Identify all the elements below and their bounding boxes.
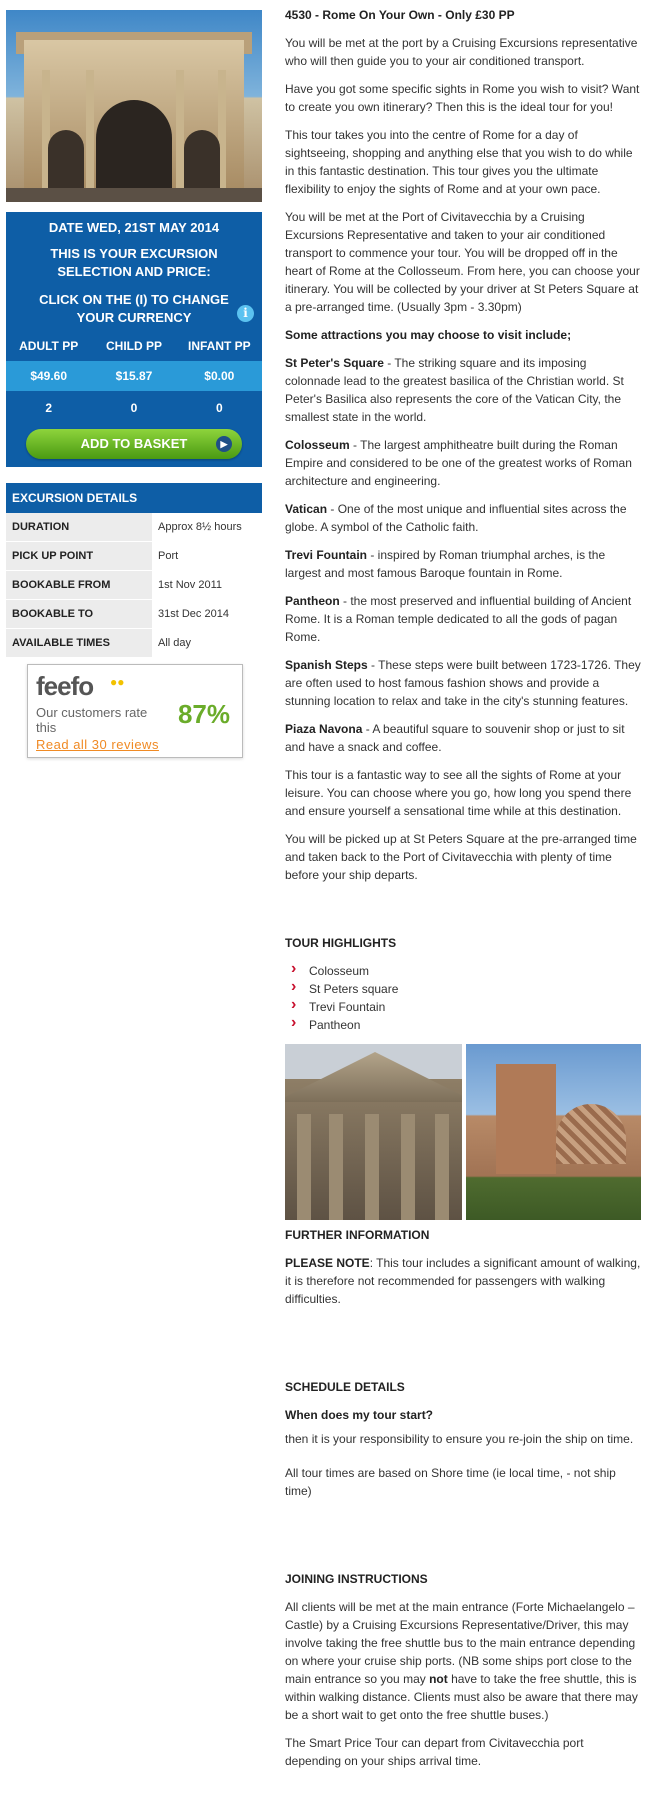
feefo-percent: 87% [177, 699, 230, 729]
arrow-right-icon: ▶ [216, 436, 232, 452]
attraction-desc: - the most preserved and influential building of Ancient Rome. It is a Roman temple dedicated to all the gods of pagan Rome. [285, 594, 632, 644]
attraction-name: Trevi Fountain [285, 548, 368, 562]
attractions-heading [285, 326, 641, 344]
closing-paragraph: You will be picked up at St Peters Square at the pre-arranged time and taken back to the Port of Civitavecchia with plenty of time before your ship departs. [285, 832, 637, 882]
add-to-basket-button[interactable] [26, 429, 242, 459]
attraction-name: Vatican [285, 502, 328, 516]
read-reviews-link[interactable]: Read all 30 reviews [36, 737, 159, 752]
attraction-name: Colosseum [285, 438, 350, 452]
feefo-widget[interactable] [27, 664, 243, 758]
details-key: BOOKABLE TO [6, 600, 152, 628]
joining-paragraph: The Smart Price Tour can depart from Civitavecchia port depending on your ships arrival time. [285, 1736, 584, 1768]
please-note [285, 1254, 641, 1308]
excursion-details-title: EXCURSION DETAILS [6, 483, 262, 513]
details-row-pickup [6, 542, 262, 571]
price-values [6, 361, 262, 391]
details-key: PICK UP POINT [6, 542, 152, 570]
closing-paragraph: This tour is a fantastic way to see all the sights of Rome at your leisure. You can choose where you go, how long you spend there and ensure yourself a sensational time while at this destination. [285, 768, 632, 818]
attractions-heading-text: Some attractions you may choose to visit include; [285, 328, 572, 342]
details-value: Port [152, 542, 262, 570]
add-to-basket-label: ADD TO BASKET [80, 436, 188, 451]
attraction-item [285, 500, 641, 536]
currency-note [6, 285, 262, 331]
hero-image-arch [6, 10, 262, 202]
attraction-item [285, 436, 641, 490]
further-information-title: FURTHER INFORMATION [285, 1228, 430, 1242]
info-icon[interactable]: i [237, 305, 254, 322]
attraction-desc: - The largest amphitheatre built during the Roman Empire and considered to be one of the greatest works of Roman architecture and engineering. [285, 438, 632, 488]
attraction-desc: - inspired by Roman triumphal arches, is the largest and most famous Baroque fountain in Rome. [285, 548, 606, 580]
selection-text: THIS IS YOUR EXCURSION SELECTION AND PRICE: [50, 246, 218, 279]
feefo-rate-text: Our customers rate this [36, 705, 148, 735]
attraction-desc: - These steps were built between 1723-1726. They are often used to host famous fashion shows and provide a stunning location to relax and take in the city's stunning features. [285, 658, 641, 708]
highlights-list [285, 962, 641, 1034]
infant-price: $0.00 [204, 369, 235, 383]
attraction-item [285, 546, 641, 582]
details-row-available-times [6, 629, 262, 658]
main-content [285, 6, 641, 1780]
child-quantity[interactable]: 0 [130, 401, 138, 415]
child-price: $15.87 [115, 369, 153, 383]
attraction-desc: - A beautiful square to souvenir shop or just to sit and have a snack and coffee. [285, 722, 625, 754]
details-value: All day [152, 629, 262, 657]
joining-paragraph [285, 1598, 641, 1724]
details-row-duration [6, 513, 262, 542]
booking-panel [6, 212, 262, 467]
tour-highlights-title: TOUR HIGHLIGHTS [285, 936, 397, 950]
pantheon-photo[interactable] [285, 1044, 462, 1220]
infant-pp-header: INFANT PP [187, 339, 251, 353]
attraction-name: Pantheon [285, 594, 340, 608]
joining-text: All clients will be met at the main entrance (Forte Michaelangelo – Castle) by a Cruising Excursions Representative/Driver, this may involve taking the free shuttle bus to the main entrance depending on where your cruise ship ports. (NB some ships port close to the main entrance so you may [285, 1600, 636, 1686]
attraction-name: Spanish Steps [285, 658, 368, 672]
feefo-logo: feefo [36, 671, 94, 701]
intro-paragraph: You will be met at the Port of Civitavecchia by a Cruising Excursions Representative and taken to your air conditioned transport to commence your tour. You will be dropped off in the heart of Rome at the Collosseum. From here, you can choose your itinerary. You will be collected by your driver at St Peters Square at a pre-arranged time. (Usually 3pm - 3.30pm) [285, 210, 640, 314]
attraction-name: St Peter's Square [285, 356, 384, 370]
adult-quantity[interactable]: 2 [45, 401, 52, 415]
attraction-item [285, 592, 641, 646]
photo-gallery [285, 1044, 641, 1220]
intro-paragraph: You will be met at the port by a Cruising Excursions representative who will then guide you to your air conditioned transport. [285, 36, 638, 68]
details-row-bookable-from [6, 571, 262, 600]
details-value: 1st Nov 2011 [152, 571, 262, 599]
please-note-label: PLEASE NOTE [285, 1256, 370, 1270]
list-item: › Pantheon [285, 1016, 641, 1034]
feefo-eyes-icon: ●● [110, 675, 125, 689]
schedule-line: All tour times are based on Shore time (ie local time, - not ship time) [285, 1466, 616, 1498]
intro-paragraph: Have you got some specific sights in Rome you wish to visit? Want to create you own itinerary? Then this is the ideal tour for you! [285, 82, 640, 114]
infant-quantity[interactable]: 0 [215, 401, 223, 415]
please-note-text: : This tour includes a significant amount of walking, it is therefore not recommended for passengers with walking difficulties. [285, 1256, 641, 1306]
price-headers [6, 331, 262, 361]
excursion-date: DATE WED, 21ST MAY 2014 [48, 220, 220, 235]
intro-paragraph: This tour takes you into the centre of Rome for a day of sightseeing, shopping and anything else that you wish to do while in this fantastic destination. This tour gives you the ultimate flexibility to enjoy the sights of Rome and at your own pace. [285, 128, 633, 196]
schedule-question [285, 1406, 641, 1424]
details-key: AVAILABLE TIMES [6, 629, 152, 657]
excursion-details [6, 483, 262, 658]
quantity-row [6, 391, 262, 425]
child-pp-header: CHILD PP [105, 339, 162, 353]
list-item: › Colosseum [285, 962, 641, 980]
details-key: DURATION [6, 513, 152, 541]
joining-emphasis: not [429, 1672, 448, 1686]
list-item: › St Peters square [285, 980, 641, 998]
attraction-desc: - One of the most unique and influential sites across the globe. A symbol of the Catholic faith. [285, 502, 627, 534]
attraction-item [285, 720, 641, 756]
list-item: › Trevi Fountain [285, 998, 641, 1016]
adult-price: $49.60 [30, 369, 68, 383]
currency-note-text: CLICK ON THE (I) TO CHANGE YOUR CURRENCY [39, 292, 229, 325]
details-row-bookable-to [6, 600, 262, 629]
left-column [6, 10, 262, 758]
details-value: Approx 8½ hours [152, 513, 262, 541]
joining-instructions-title: JOINING INSTRUCTIONS [285, 1572, 428, 1586]
attraction-name: Piaza Navona [285, 722, 363, 736]
tour-title: 4530 - Rome On Your Own - Only £30 PP [285, 8, 515, 22]
attraction-desc: - The striking square and its imposing colonnade lead to the greatest basilica of the Christian world. St Peter's Basilica also represents the core of the Vatican City, the smallest state in the world. [285, 356, 624, 424]
adult-pp-header: ADULT PP [19, 339, 79, 353]
ruins-photo[interactable] [466, 1044, 641, 1220]
details-key: BOOKABLE FROM [6, 571, 152, 599]
schedule-details-title: SCHEDULE DETAILS [285, 1380, 405, 1394]
schedule-question-text: When does my tour start? [285, 1408, 434, 1422]
attraction-item [285, 656, 641, 710]
schedule-line: then it is your responsibility to ensure you re-join the ship on time. [285, 1432, 634, 1446]
attraction-item [285, 354, 641, 426]
details-value: 31st Dec 2014 [152, 600, 262, 628]
joining-text: have to take the free shuttle, this is within walking distance. Clients must also be aware that there may be a short wait to get onto the free shuttle buses.) [285, 1672, 638, 1722]
